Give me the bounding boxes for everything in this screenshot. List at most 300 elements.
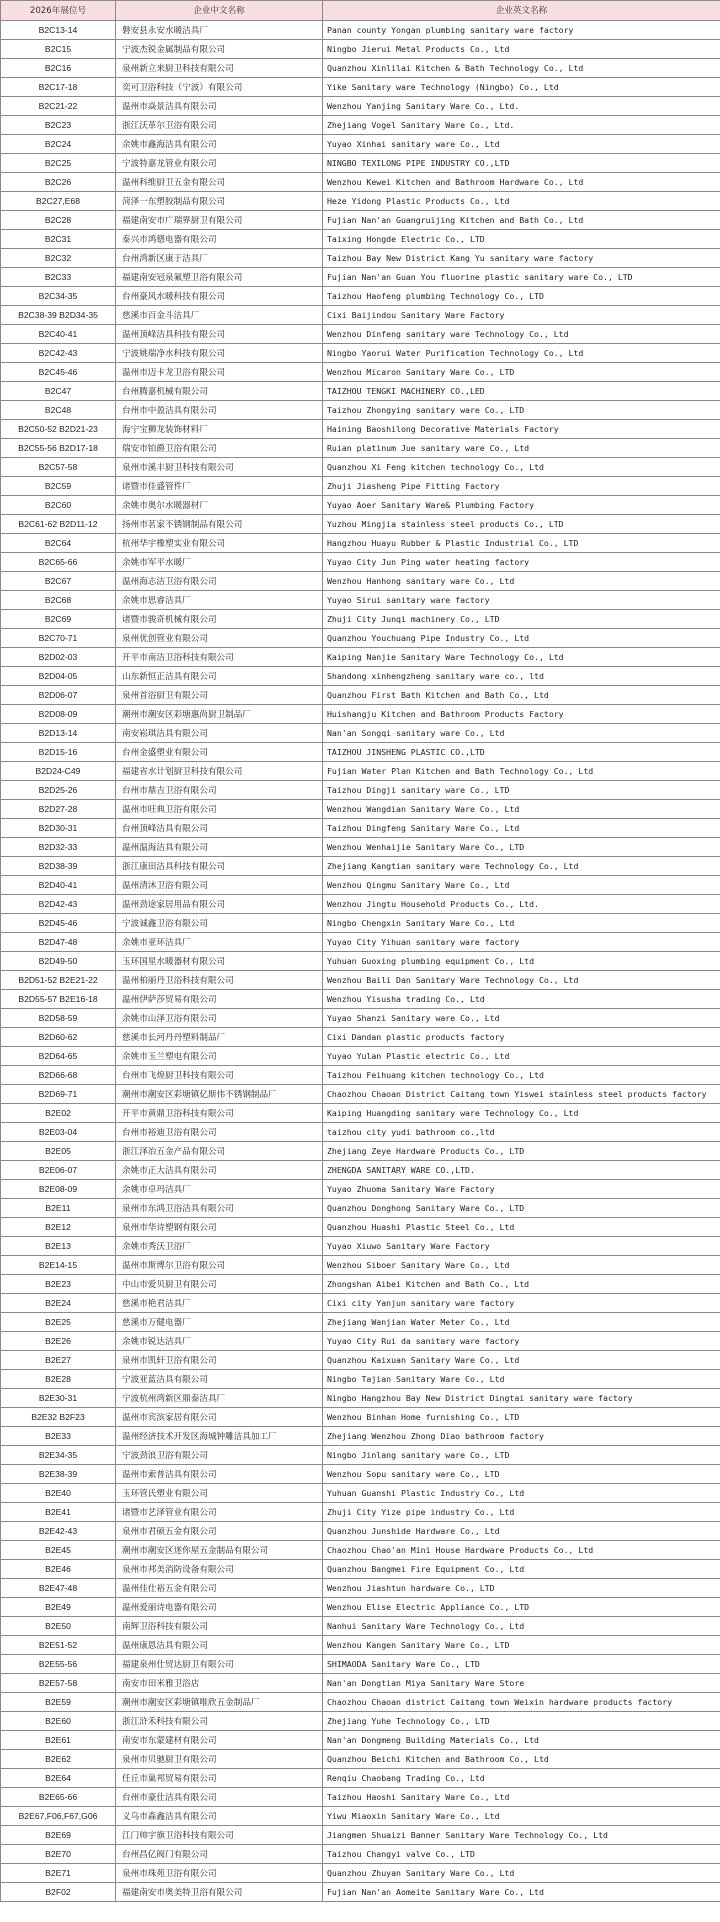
chinese-name-cell: 泉州市君硕五金有限公司	[116, 1522, 323, 1541]
chinese-name-cell: 台州金盛塑业有限公司	[116, 743, 323, 762]
booth-number-cell: B2E30-31	[1, 1389, 116, 1408]
table-row	[1, 553, 720, 572]
booth-number-cell: B2C45-46	[1, 363, 116, 382]
table-row	[1, 667, 720, 686]
table-row	[1, 496, 720, 515]
table-row	[1, 1237, 720, 1256]
table-row	[1, 819, 720, 838]
chinese-name-cell: 台州市飞煌厨卫科技有限公司	[116, 1066, 323, 1085]
english-name-cell: Zhejiang Vogel Sanitary Ware Co., Ltd.	[323, 116, 720, 135]
english-name-cell: Cixi city Yanjun sanitary ware factory	[323, 1294, 720, 1313]
chinese-name-cell: 台州腾嘉机械有限公司	[116, 382, 323, 401]
english-name-cell: Yuhuan Guanshi Plastic Industry Co., Ltd	[323, 1484, 720, 1503]
english-name-cell: Wenzhou Hanhong sanitary ware Co., Ltd	[323, 572, 720, 591]
table-row	[1, 1370, 720, 1389]
booth-number-cell: B2D30-31	[1, 819, 116, 838]
english-name-cell: Chaozhou Chaoan District Caitang town Yiswei stainless steel products factory	[323, 1085, 720, 1104]
chinese-name-cell: 诸暨市骏奇机械有限公司	[116, 610, 323, 629]
english-name-cell: Quanzhou Bangmei Fire Equipment Co., Ltd	[323, 1560, 720, 1579]
table-row	[1, 724, 720, 743]
table-row	[1, 686, 720, 705]
booth-number-cell: B2D06-07	[1, 686, 116, 705]
table-row	[1, 1332, 720, 1351]
booth-number-cell: B2C47	[1, 382, 116, 401]
table-row	[1, 192, 720, 211]
english-name-cell: Wenzhou Elise Electric Appliance Co., LTD	[323, 1598, 720, 1617]
booth-number-cell: B2D08-09	[1, 705, 116, 724]
english-name-cell: TAIZHOU JINSHENG PLASTIC CO.,LTD	[323, 743, 720, 762]
table-row	[1, 1351, 720, 1370]
chinese-name-cell: 台州市豪仕洁具有限公司	[116, 1788, 323, 1807]
table-row	[1, 439, 720, 458]
chinese-name-cell: 温州市焱景洁具有限公司	[116, 97, 323, 116]
booth-number-cell: B2C27,E68	[1, 192, 116, 211]
english-name-cell: Wenzhou Jiashtun hardware Co., LTD	[323, 1579, 720, 1598]
table-row	[1, 1009, 720, 1028]
english-name-cell: Quanzhou Youchuang Pipe Industry Co., Ltd	[323, 629, 720, 648]
chinese-name-cell: 福建南安冠泉氟塑卫浴有限公司	[116, 268, 323, 287]
english-name-cell: Zhejiang Kangtian sanitary ware Technology Co., Ltd	[323, 857, 720, 876]
table-row	[1, 876, 720, 895]
booth-number-cell: B2C13-14	[1, 21, 116, 40]
chinese-name-cell: 温州市索普洁具有限公司	[116, 1465, 323, 1484]
table-row	[1, 971, 720, 990]
table-row	[1, 1180, 720, 1199]
chinese-name-cell: 泉州市凯轩卫浴有限公司	[116, 1351, 323, 1370]
booth-number-cell: B2C67	[1, 572, 116, 591]
table-row	[1, 1579, 720, 1598]
table-row	[1, 1883, 720, 1902]
chinese-name-cell: 台州市裕迪卫浴有限公司	[116, 1123, 323, 1142]
booth-number-cell: B2C26	[1, 173, 116, 192]
table-row	[1, 1085, 720, 1104]
chinese-name-cell: 浙江沃革尔卫浴有限公司	[116, 116, 323, 135]
english-name-cell: taizhou city yudi bathroom co.,ltd	[323, 1123, 720, 1142]
booth-number-cell: B2E45	[1, 1541, 116, 1560]
chinese-name-cell: 宁波姚瑞净水科技有限公司	[116, 344, 323, 363]
table-row	[1, 762, 720, 781]
chinese-name-cell: 余姚市山泽卫浴有限公司	[116, 1009, 323, 1028]
chinese-name-cell: 浙江康田洁具科技有限公司	[116, 857, 323, 876]
chinese-name-cell: 瑞安市铂爵卫浴有限公司	[116, 439, 323, 458]
english-name-cell: Wenzhou Yisusha trading Co., Ltd	[323, 990, 720, 1009]
table-row	[1, 629, 720, 648]
chinese-name-cell: 宁波特嘉龙管业有限公司	[116, 154, 323, 173]
table-row	[1, 1313, 720, 1332]
booth-number-cell: B2E67,F06,F67,G06	[1, 1807, 116, 1826]
booth-number-cell: B2E71	[1, 1864, 116, 1883]
english-name-cell: Quanzhou Xi Feng kitchen technology Co., Ltd	[323, 458, 720, 477]
chinese-name-cell: 泉州市溪丰厨卫科技有限公司	[116, 458, 323, 477]
table-row	[1, 1427, 720, 1446]
table-row	[1, 287, 720, 306]
chinese-name-cell: 台州昌亿阀门有限公司	[116, 1845, 323, 1864]
english-name-cell: Quanzhou Huashi Plastic Steel Co., Ltd	[323, 1218, 720, 1237]
english-name-cell: Wenzhou Wenhaijie Sanitary Ware Co., LTD	[323, 838, 720, 857]
table-row	[1, 743, 720, 762]
table-row	[1, 268, 720, 287]
english-name-cell: Zhejiang Wanjian Water Meter Co., Ltd	[323, 1313, 720, 1332]
english-name-cell: Panan county Yongan plumbing sanitary ware factory	[323, 21, 720, 40]
english-name-cell: Yuyao Sirui sanitary ware factory	[323, 591, 720, 610]
chinese-name-cell: 福建省水计划厨卫科技有限公司	[116, 762, 323, 781]
booth-number-cell: B2E08-09	[1, 1180, 116, 1199]
chinese-name-cell: 余姚市亚环洁具厂	[116, 933, 323, 952]
english-name-cell: Chaozhou Chaoan district Caitang town Weixin hardware products factory	[323, 1693, 720, 1712]
english-name-cell: Ningbo Yaorui Water Purification Technology Co., Ltd	[323, 344, 720, 363]
chinese-name-cell: 台州市中盈洁具有限公司	[116, 401, 323, 420]
booth-number-cell: B2D38-39	[1, 857, 116, 876]
chinese-name-cell: 温州市旺典卫浴有限公司	[116, 800, 323, 819]
chinese-name-cell: 温州市宾滨家居有限公司	[116, 1408, 323, 1427]
table-row	[1, 1807, 720, 1826]
chinese-name-cell: 浙江泽冶五金产品有限公司	[116, 1142, 323, 1161]
table-row	[1, 1294, 720, 1313]
english-name-cell: Ningbo Jinlang sanitary ware Co., LTD	[323, 1446, 720, 1465]
booth-number-cell: B2C34-35	[1, 287, 116, 306]
table-row	[1, 1845, 720, 1864]
table-row	[1, 230, 720, 249]
table-row	[1, 857, 720, 876]
table-row	[1, 1218, 720, 1237]
chinese-name-cell: 泉州优创管业有限公司	[116, 629, 323, 648]
english-name-cell: Yuyao Shanzi Sanitary ware Co., Ltd	[323, 1009, 720, 1028]
table-row	[1, 59, 720, 78]
table-row	[1, 1712, 720, 1731]
booth-number-cell: B2E40	[1, 1484, 116, 1503]
english-name-cell: Hangzhou Huayu Rubber & Plastic Industrial Co., LTD	[323, 534, 720, 553]
chinese-name-cell: 余姚市军平水暖厂	[116, 553, 323, 572]
booth-number-cell: B2C17-18	[1, 78, 116, 97]
chinese-name-cell: 台州市鼎吉卫浴有限公司	[116, 781, 323, 800]
english-name-cell: Zhuji City Junqi machinery Co., LTD	[323, 610, 720, 629]
booth-number-cell: B2E32 B2F23	[1, 1408, 116, 1427]
chinese-name-cell: 任丘市巢邦贸易有限公司	[116, 1769, 323, 1788]
booth-number-cell: B2E70	[1, 1845, 116, 1864]
table-row	[1, 591, 720, 610]
table-row	[1, 363, 720, 382]
booth-number-cell: B2D13-14	[1, 724, 116, 743]
table-row	[1, 1617, 720, 1636]
english-name-cell: NINGBO TEXILONG PIPE INDUSTRY CO.,LTD	[323, 154, 720, 173]
chinese-name-cell: 泉州市华诗塑钢有限公司	[116, 1218, 323, 1237]
chinese-name-cell: 山东新恒正洁具有限公司	[116, 667, 323, 686]
table-row	[1, 344, 720, 363]
table-row	[1, 1636, 720, 1655]
booth-number-cell: B2E27	[1, 1351, 116, 1370]
english-name-cell: Wenzhou Kewei Kitchen and Bathroom Hardware Co., Ltd	[323, 173, 720, 192]
booth-number-cell: B2E13	[1, 1237, 116, 1256]
english-name-cell: Taizhou Changyi valve Co., LTD	[323, 1845, 720, 1864]
english-name-cell: Quanzhou Xinlilai Kitchen & Bath Technology Co., Ltd	[323, 59, 720, 78]
chinese-name-cell: 温州科维厨卫五金有限公司	[116, 173, 323, 192]
english-name-cell: Ningbo Chengxin Sanitary Ware Co., Ltd	[323, 914, 720, 933]
table-row	[1, 1522, 720, 1541]
booth-number-cell: B2C61-62 B2D11-12	[1, 515, 116, 534]
booth-number-cell: B2E41	[1, 1503, 116, 1522]
chinese-name-cell: 余姚市奥尔水暖器材厂	[116, 496, 323, 515]
table-row	[1, 154, 720, 173]
table-row	[1, 990, 720, 1009]
chinese-name-cell: 玉环国星水暖器材有限公司	[116, 952, 323, 971]
booth-number-cell: B2E23	[1, 1275, 116, 1294]
english-name-cell: Fujian Nan'an Guangruijing Kitchen and Bath Co., Ltd	[323, 211, 720, 230]
booth-number-cell: B2C59	[1, 477, 116, 496]
chinese-name-cell: 温州市迈卡龙卫浴有限公司	[116, 363, 323, 382]
english-name-cell: Quanzhou Beichi Kitchen and Bathroom Co., Ltd	[323, 1750, 720, 1769]
chinese-name-cell: 宁波杭州湾新区鼎泰洁具厂	[116, 1389, 323, 1408]
booth-number-cell: B2D66-68	[1, 1066, 116, 1085]
chinese-name-cell: 温州伊萨莎贸易有限公司	[116, 990, 323, 1009]
booth-number-cell: B2E38-39	[1, 1465, 116, 1484]
booth-number-cell: B2D32-33	[1, 838, 116, 857]
booth-number-cell: B2C31	[1, 230, 116, 249]
english-name-cell: Heze Yidong Plastic Products Co., Ltd	[323, 192, 720, 211]
chinese-name-cell: 南安市田米雅卫浴店	[116, 1674, 323, 1693]
chinese-name-cell: 温州温海洁具有限公司	[116, 838, 323, 857]
english-name-cell: Taizhou Haoshi Sanitary Ware Co., Ltd	[323, 1788, 720, 1807]
table-row	[1, 1788, 720, 1807]
english-name-cell: Taizhou Dingfeng Sanitary Ware Co., Ltd	[323, 819, 720, 838]
table-row	[1, 952, 720, 971]
booth-number-cell: B2C70-71	[1, 629, 116, 648]
chinese-name-cell: 余姚市秀沃卫浴厂	[116, 1237, 323, 1256]
booth-number-cell: B2C24	[1, 135, 116, 154]
table-row	[1, 116, 720, 135]
chinese-name-cell: 余姚市鑫海洁具有限公司	[116, 135, 323, 154]
booth-number-cell: B2D45-46	[1, 914, 116, 933]
table-row	[1, 648, 720, 667]
booth-number-cell: B2C21-22	[1, 97, 116, 116]
table-row	[1, 477, 720, 496]
chinese-name-cell: 南辉卫浴科技有限公司	[116, 1617, 323, 1636]
table-row	[1, 97, 720, 116]
english-name-cell: Wenzhou Binhan Home furnishing Co., LTD	[323, 1408, 720, 1427]
english-name-cell: Yuyao City Rui da sanitary ware factory	[323, 1332, 720, 1351]
booth-number-cell: B2C16	[1, 59, 116, 78]
english-name-cell: Zhuji City Yize pipe industry Co., Ltd	[323, 1503, 720, 1522]
booth-number-cell: B2E28	[1, 1370, 116, 1389]
english-name-cell: Yuyao City Jun Ping water heating factory	[323, 553, 720, 572]
table-row	[1, 1826, 720, 1845]
booth-number-cell: B2E50	[1, 1617, 116, 1636]
booth-number-cell: B2E02	[1, 1104, 116, 1123]
chinese-name-cell: 台州湾新区康于洁具厂	[116, 249, 323, 268]
chinese-name-cell: 温州康恩洁具有限公司	[116, 1636, 323, 1655]
english-name-cell: Huishangju Kitchen and Bathroom Products Factory	[323, 705, 720, 724]
booth-number-cell: B2E34-35	[1, 1446, 116, 1465]
english-name-cell: ZHENGDA SANITARY WARE CO.,LTD.	[323, 1161, 720, 1180]
chinese-name-cell: 南安市东蒙建材有限公司	[116, 1731, 323, 1750]
booth-number-cell: B2E64	[1, 1769, 116, 1788]
booth-number-cell: B2C32	[1, 249, 116, 268]
chinese-name-cell: 台州豪风水暖科技有限公司	[116, 287, 323, 306]
booth-number-cell: B2E46	[1, 1560, 116, 1579]
booth-number-cell: B2C55-56 B2D17-18	[1, 439, 116, 458]
english-name-cell: Yuyao Aoer Sanitary Ware& Plumbing Factory	[323, 496, 720, 515]
english-name-cell: Ruian platinum Jue sanitary ware Co., Ltd	[323, 439, 720, 458]
booth-number-cell: B2E62	[1, 1750, 116, 1769]
chinese-name-cell: 泉州市贝驰厨卫有限公司	[116, 1750, 323, 1769]
table-row	[1, 1693, 720, 1712]
table-row	[1, 1408, 720, 1427]
table-row	[1, 1503, 720, 1522]
english-name-cell: Taizhou Feihuang kitchen technology Co., Ltd	[323, 1066, 720, 1085]
english-name-cell: Wenzhou Micaron Sanitary Ware Co., LTD	[323, 363, 720, 382]
booth-number-cell: B2D51-52 B2E21-22	[1, 971, 116, 990]
english-name-cell: Fujian Water Plan Kitchen and Bath Technology Co., Ltd	[323, 762, 720, 781]
booth-number-cell: B2C64	[1, 534, 116, 553]
booth-number-cell: B2D49-50	[1, 952, 116, 971]
english-name-cell: SHIMAODA Sanitary Ware Co., LTD	[323, 1655, 720, 1674]
booth-number-cell: B2D15-16	[1, 743, 116, 762]
booth-number-cell: B2C48	[1, 401, 116, 420]
table-row	[1, 800, 720, 819]
chinese-name-cell: 开平市南洁卫浴科技有限公司	[116, 648, 323, 667]
booth-number-cell: B2C40-41	[1, 325, 116, 344]
table-row	[1, 534, 720, 553]
chinese-name-cell: 慈溪市万健电器厂	[116, 1313, 323, 1332]
booth-number-cell: B2E47-48	[1, 1579, 116, 1598]
english-name-cell: Yuyao Zhuoma Sanitary Ware Factory	[323, 1180, 720, 1199]
chinese-name-cell: 温州佳仕裕五金有限公司	[116, 1579, 323, 1598]
chinese-name-cell: 温州海志洁卫浴有限公司	[116, 572, 323, 591]
table-row	[1, 420, 720, 439]
english-name-cell: Quanzhou First Bath Kitchen and Bath Co., Ltd	[323, 686, 720, 705]
chinese-name-cell: 宁波诚鑫卫浴有限公司	[116, 914, 323, 933]
chinese-name-cell: 诸暨市艺泽管业有限公司	[116, 1503, 323, 1522]
english-name-cell: Zhejiang Zeye Hardware Products Co., LTD	[323, 1142, 720, 1161]
booth-number-cell: B2D60-62	[1, 1028, 116, 1047]
english-name-cell: Ningbo Hangzhou Bay New District Dingtai sanitary ware factory	[323, 1389, 720, 1408]
table-row	[1, 1104, 720, 1123]
chinese-name-cell: 海宁宝狮龙装饰材料厂	[116, 420, 323, 439]
booth-number-cell: B2D27-28	[1, 800, 116, 819]
booth-number-cell: B2E59	[1, 1693, 116, 1712]
table-row	[1, 382, 720, 401]
english-name-cell: Wenzhou Sopu sanitary ware Co., LTD	[323, 1465, 720, 1484]
table-row	[1, 1731, 720, 1750]
table-row	[1, 1560, 720, 1579]
english-name-cell: Cixi Dandan plastic products factory	[323, 1028, 720, 1047]
booth-number-cell: B2D47-48	[1, 933, 116, 952]
table-row	[1, 705, 720, 724]
table-row	[1, 21, 720, 40]
table-row	[1, 895, 720, 914]
booth-number-cell: B2E03-04	[1, 1123, 116, 1142]
chinese-name-cell: 温州顶峰洁具科技有限公司	[116, 325, 323, 344]
chinese-name-cell: 南安崧琪洁具有限公司	[116, 724, 323, 743]
booth-number-cell: B2E57-58	[1, 1674, 116, 1693]
booth-number-cell: B2E51-52	[1, 1636, 116, 1655]
header-row	[1, 1, 720, 21]
booth-number-cell: B2C65-66	[1, 553, 116, 572]
english-name-cell: Cixi Baijindou Sanitary Ware Factory	[323, 306, 720, 325]
booth-number-cell: B2C15	[1, 40, 116, 59]
booth-number-cell: B2D55-57 B2E16-18	[1, 990, 116, 1009]
chinese-name-cell: 泉州市邦美消防设备有限公司	[116, 1560, 323, 1579]
english-name-cell: Kaiping Nanjie Sanitary Ware Technology Co., Ltd	[323, 648, 720, 667]
booth-number-cell: B2E69	[1, 1826, 116, 1845]
booth-number-cell: B2E11	[1, 1199, 116, 1218]
table-row	[1, 1275, 720, 1294]
table-row	[1, 1864, 720, 1883]
table-row	[1, 1465, 720, 1484]
english-name-cell: Wenzhou Jingtu Household Products Co., Ltd.	[323, 895, 720, 914]
booth-number-header: 2026年展位号	[1, 1, 116, 21]
chinese-name-cell: 杭州华宇橡塑实业有限公司	[116, 534, 323, 553]
chinese-name-cell: 温州经济技术开发区海城钟雕洁具加工厂	[116, 1427, 323, 1446]
booth-number-cell: B2E12	[1, 1218, 116, 1237]
chinese-name-header: 企业中文名称	[116, 1, 323, 21]
booth-number-cell: B2E65-66	[1, 1788, 116, 1807]
table-row	[1, 1674, 720, 1693]
english-name-cell: TAIZHOU TENGKI MACHINERY CO.,LED	[323, 382, 720, 401]
booth-number-cell: B2E61	[1, 1731, 116, 1750]
table-row	[1, 838, 720, 857]
english-name-cell: Quanzhou Zhuyan Sanitary Ware Co., Ltd	[323, 1864, 720, 1883]
chinese-name-cell: 福建南安市奥美特卫浴有限公司	[116, 1883, 323, 1902]
english-name-cell: Taizhou Dingji sanitary ware Co., LTD	[323, 781, 720, 800]
booth-number-cell: B2E26	[1, 1332, 116, 1351]
english-name-cell: Jiangmen Shuaizi Banner Sanitary Ware Technology Co., Ltd	[323, 1826, 720, 1845]
booth-number-cell: B2D02-03	[1, 648, 116, 667]
table-row	[1, 1769, 720, 1788]
english-name-cell: Ningbo Tajian Sanitary Ware Co., Ltd	[323, 1370, 720, 1389]
english-name-cell: Yuyao Yulan Plastic electric Co., Ltd	[323, 1047, 720, 1066]
booth-number-cell: B2D04-05	[1, 667, 116, 686]
table-row	[1, 249, 720, 268]
table-row	[1, 306, 720, 325]
booth-number-cell: B2C68	[1, 591, 116, 610]
english-name-cell: Yike Sanitary ware Technology (Ningbo) Co., Ltd	[323, 78, 720, 97]
booth-number-cell: B2C69	[1, 610, 116, 629]
chinese-name-cell: 菏泽一东塑胶制品有限公司	[116, 192, 323, 211]
table-row	[1, 1199, 720, 1218]
english-name-cell: Wenzhou Baili Dan Sanitary Ware Technology Co., Ltd	[323, 971, 720, 990]
chinese-name-cell: 福建泉州仕贸达厨卫有限公司	[116, 1655, 323, 1674]
chinese-name-cell: 宁波亚蓝洁具有限公司	[116, 1370, 323, 1389]
english-name-cell: Wenzhou Kangen Sanitary Ware Co., LTD	[323, 1636, 720, 1655]
chinese-name-cell: 福建南安市广瑞界厨卫有限公司	[116, 211, 323, 230]
english-name-cell: Chaozhou Chao'an Mini House Hardware Products Co., Ltd	[323, 1541, 720, 1560]
table-row	[1, 1256, 720, 1275]
table-row	[1, 1142, 720, 1161]
table-row	[1, 173, 720, 192]
table-row	[1, 1161, 720, 1180]
english-name-cell: Yiwu Miaoxin Sanitary Ware Co., Ltd	[323, 1807, 720, 1826]
english-name-cell: Ningbo Jierui Metal Products Co., Ltd	[323, 40, 720, 59]
table-row	[1, 1028, 720, 1047]
english-name-cell: Zhongshan Aibei Kitchen and Bath Co., Ltd	[323, 1275, 720, 1294]
english-name-cell: Nan'an Dongmeng Building Materials Co., Ltd	[323, 1731, 720, 1750]
booth-number-cell: B2C38-39 B2D34-35	[1, 306, 116, 325]
english-name-cell: Quanzhou Donghong Sanitary Ware Co., LTD	[323, 1199, 720, 1218]
chinese-name-cell: 磐安县永安水暖洁具厂	[116, 21, 323, 40]
english-name-cell: Zhejiang Yuhe Technology Co., LTD	[323, 1712, 720, 1731]
english-name-cell: Taizhou Bay New District Kang Yu sanitary ware factory	[323, 249, 720, 268]
english-name-cell: Quanzhou Junshide Hardware Co., Ltd	[323, 1522, 720, 1541]
chinese-name-cell: 诸暨市佳盛管件厂	[116, 477, 323, 496]
english-name-cell: Yuzhou Mingjia stainless steel products Co., LTD	[323, 515, 720, 534]
english-name-cell: Taixing Hongde Electric Co., LTD	[323, 230, 720, 249]
chinese-name-cell: 义乌市森鑫洁具有限公司	[116, 1807, 323, 1826]
booth-number-cell: B2D64-65	[1, 1047, 116, 1066]
chinese-name-cell: 玉环管氏塑业有限公司	[116, 1484, 323, 1503]
chinese-name-cell: 台州顶峰洁具有限公司	[116, 819, 323, 838]
table-row	[1, 211, 720, 230]
english-name-header: 企业英文名称	[323, 1, 720, 21]
